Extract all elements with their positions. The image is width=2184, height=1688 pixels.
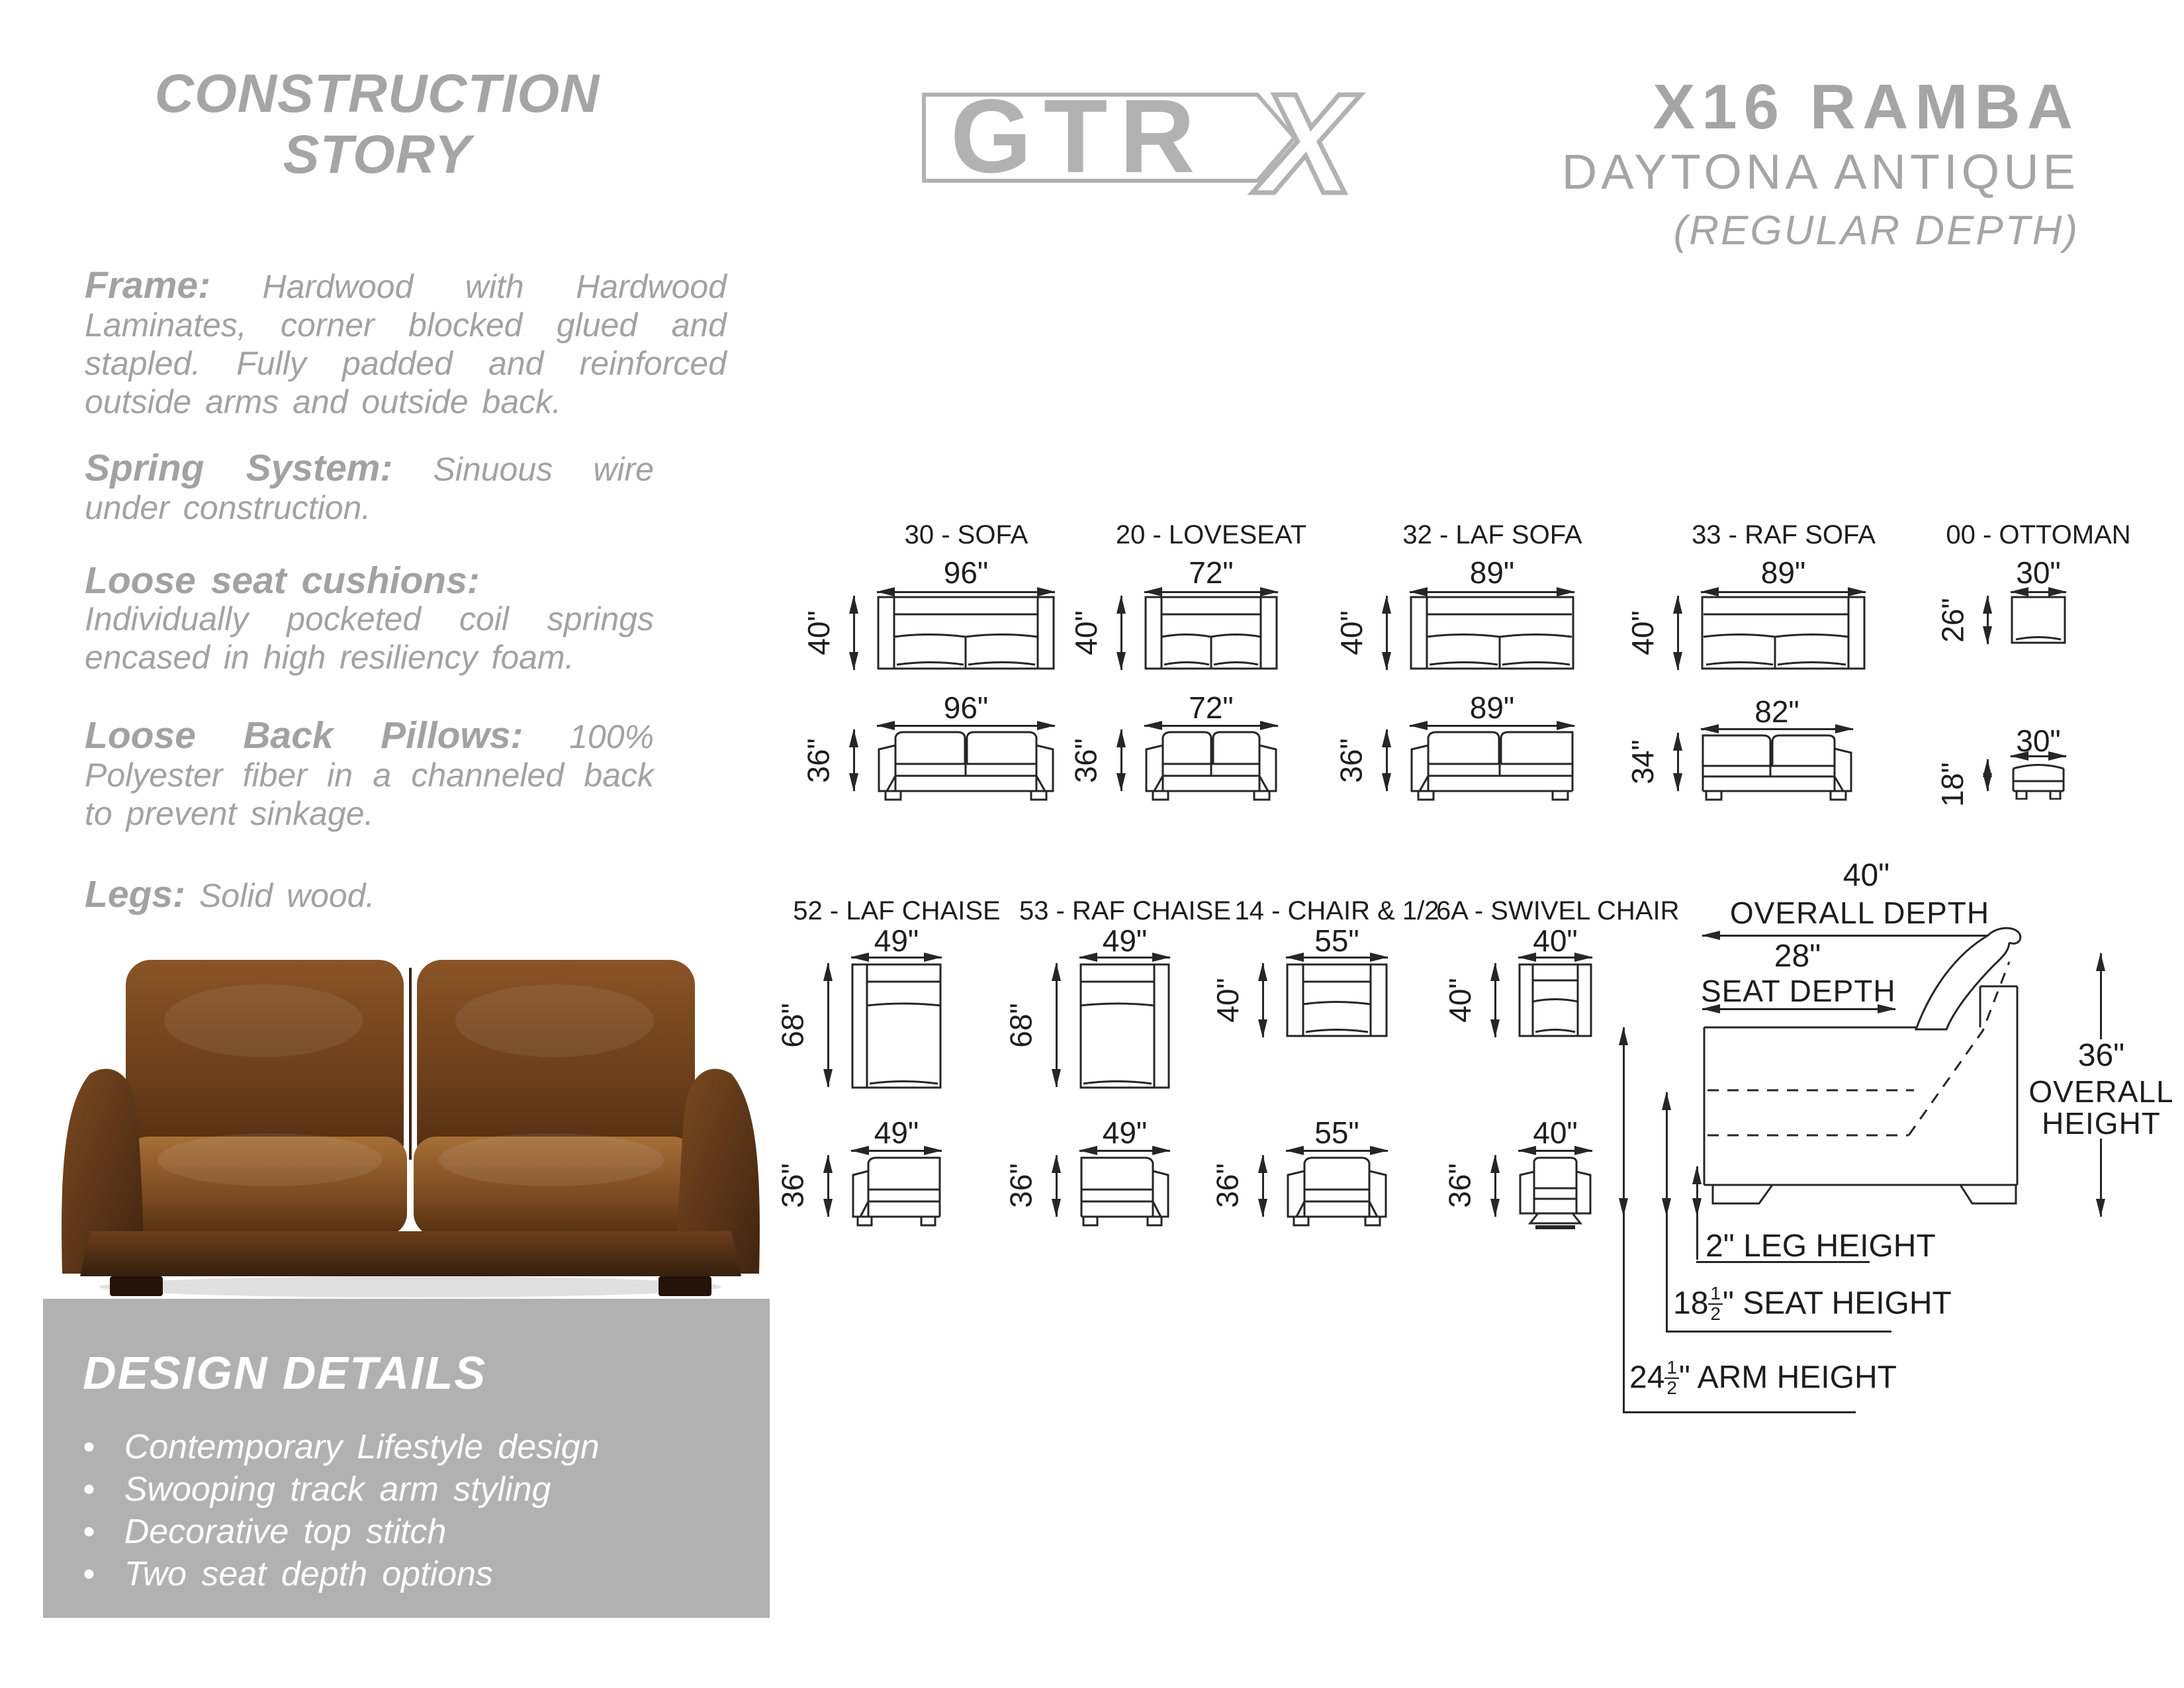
underline-seat-height [1666,1331,1891,1333]
label-52-laf-chaise: 52 - LAF CHAISE [793,896,1001,925]
label-seat-height [1673,1284,1952,1324]
dim-swivel-front-height: 36" [1442,1163,1477,1208]
dim-laf-sofa-top-width: 89" [1469,555,1515,590]
label-leg-height: 2" LEG HEIGHT [1706,1229,1936,1264]
construction-story-line2: STORY [283,124,472,185]
gtrx-logo-x: X [1259,71,1354,204]
seat-height-fraction [1708,1284,1722,1324]
laf-sofa-top-view-drawing [1410,596,1574,670]
dim-raf-sofa-front-height: 34" [1625,739,1660,784]
design-details-bullet: • Contemporary Lifestyle design [83,1426,770,1468]
label-30-sofa: 30 - SOFA [904,520,1028,549]
section-legs [85,875,727,915]
arm-height-whole: 24 [1629,1360,1665,1395]
dim-sofa-top-depth: 40" [801,610,836,655]
label-32-laf-sofa: 32 - LAF SOFA [1402,520,1582,549]
dim-chair-front-width: 55" [1314,1115,1359,1150]
construction-story-title [99,64,655,185]
chair-top-view-drawing [1286,963,1388,1037]
arrow-swivel-top-depth [1494,963,1496,1037]
dim-seat-depth-value: 28" [1774,939,1821,974]
section-legs-text: Solid wood. [199,877,375,914]
dim-sofa-top-width: 96" [943,555,989,590]
arrow-laf-chaise-front-height [827,1155,829,1217]
arrow-sofa-top-width [877,591,1055,593]
dim-loveseat-top-width: 72" [1189,555,1234,590]
gtrx-logo [920,71,1410,204]
arrow-loveseat-front-height [1120,729,1122,791]
line-arm-height [1623,1216,1625,1412]
arrow-sofa-front-height [853,729,855,791]
label-arm-height [1629,1358,1897,1398]
arrow-raf-chaise-front-height [1056,1155,1058,1217]
arrow-chair-front-height [1262,1155,1264,1217]
arrow-laf-chaise-top-width [851,957,942,959]
dim-laf-chaise-top-width: 49" [874,923,919,958]
dim-raf-sofa-top-width: 89" [1760,555,1806,590]
arrow-ottoman-front-height [1987,759,1989,791]
arrow-loveseat-top-width [1144,591,1278,593]
arrow-arm-height [1623,1027,1625,1216]
label-20-loveseat: 20 - LOVESEAT [1115,520,1307,549]
caption-overall-height-1: OVERALL [2028,1074,2174,1109]
seat-height-whole: 18 [1673,1286,1709,1321]
arm-height-fraction [1664,1358,1678,1398]
dim-laf-sofa-front-width: 89" [1469,690,1515,725]
product-depth-note: (REGULAR DEPTH) [1673,208,2079,254]
design-details-bullet: • Swooping track arm styling [83,1468,770,1511]
dim-sofa-front-height: 36" [801,738,836,783]
dim-swivel-top-depth: 40" [1443,978,1477,1023]
arrow-leg-height [1696,1166,1698,1216]
design-details-title: DESIGN DETAILS [83,1347,487,1399]
label-14-chair-and-half: 14 - CHAIR & 1/2 [1234,896,1439,925]
section-back-pillows [85,716,654,833]
section-seat-cushions [85,561,654,677]
arrow-laf-sofa-top-width [1410,591,1574,593]
section-legs-label: Legs: [85,873,186,915]
arrow-sofa-front-width [877,725,1055,727]
dim-laf-sofa-front-height: 36" [1334,738,1369,783]
loveseat-top-view-drawing [1144,596,1278,670]
dim-chair-top-depth: 40" [1210,978,1245,1023]
arrow-raf-sofa-top-depth [1677,596,1679,670]
arrow-raf-chaise-top-depth [1056,963,1058,1087]
sofa-photo [52,941,770,1299]
caption-overall-depth: OVERALL DEPTH [1729,896,1990,930]
dim-swivel-front-width: 40" [1533,1115,1578,1150]
arrow-laf-sofa-top-depth [1386,596,1388,670]
dim-laf-sofa-top-depth: 40" [1334,610,1369,655]
arrow-chair-top-width [1286,957,1388,959]
dim-sofa-front-width: 96" [943,690,989,725]
section-seat-cushions-text: Individually pocketed coil springs encased in high resiliency foam. [85,600,654,676]
dim-overall-height-value: 36" [2077,1038,2125,1073]
arrow-sofa-top-depth [853,596,855,670]
section-spring-system [85,449,654,527]
section-frame-label: Frame: [85,264,211,306]
dim-ottoman-top-width: 30" [2016,555,2061,590]
ottoman-top-view-drawing [2011,596,2066,644]
arrow-loveseat-top-depth [1120,596,1122,670]
raf-sofa-front-view-drawing [1701,733,1853,804]
product-model: X16 RAMBA [1653,71,2079,142]
arrow-chair-top-depth [1262,963,1264,1037]
dim-loveseat-front-height: 36" [1068,738,1103,783]
arrow-chair-front-width [1286,1150,1388,1152]
sofa-top-view-drawing [877,596,1055,670]
raf-chaise-front-view-drawing [1079,1155,1170,1229]
arrow-raf-sofa-top-width [1701,591,1866,593]
line-leg-height [1696,1216,1698,1260]
swivel-top-view-drawing [1518,963,1592,1037]
arrow-seat-height [1666,1092,1668,1216]
raf-sofa-top-view-drawing [1701,596,1866,670]
dim-ottoman-front-width: 30" [2016,724,2061,758]
raf-chaise-top-view-drawing [1079,963,1170,1089]
arrow-laf-sofa-front-height [1386,729,1388,791]
swivel-front-view-drawing [1518,1155,1592,1231]
arrow-ottoman-top-depth [1987,596,1989,644]
arrow-raf-chaise-front-width [1079,1150,1170,1152]
dim-loveseat-top-depth: 40" [1069,610,1103,655]
seat-height-denominator: 2 [1710,1303,1721,1324]
section-seat-cushions-label: Loose seat cushions: [85,559,480,602]
laf-chaise-front-view-drawing [851,1155,942,1229]
dim-chair-front-height: 36" [1210,1163,1245,1208]
arrow-raf-sofa-front-height [1677,733,1679,791]
arrow-laf-sofa-front-width [1410,725,1574,727]
arrow-laf-chaise-front-width [851,1150,942,1152]
dim-raf-chaise-top-depth: 68" [1003,1003,1038,1048]
arrow-overall-height-top [2100,953,2102,1039]
dim-chair-top-width: 55" [1314,923,1359,958]
arrow-laf-chaise-top-depth [827,963,829,1087]
section-spring-label: Spring System: [85,447,393,489]
ottoman-front-view-drawing [2011,759,2066,800]
underline-arm-height [1623,1411,1856,1413]
line-seat-height [1666,1216,1668,1331]
design-details-list [83,1426,770,1595]
dim-loveseat-front-width: 72" [1189,690,1234,725]
dim-laf-chaise-front-height: 36" [775,1163,810,1208]
dim-laf-chaise-top-depth: 68" [775,1003,810,1048]
arm-height-caption: " ARM HEIGHT [1678,1360,1897,1395]
arrow-ottoman-front-width [2011,755,2066,757]
loveseat-front-view-drawing [1144,729,1278,804]
section-frame-text: Hardwood with Hardwood Laminates, corner blocked glued and stapled. Fully padded and reinforced outside arms and outside back. [85,268,727,420]
product-finish: DAYTONA ANTIQUE [1561,144,2079,199]
construction-story-line1: CONSTRUCTION [154,64,600,124]
label-00-ottoman: 00 - OTTOMAN [1946,520,2131,549]
section-back-pillows-text: 100% Polyester fiber in a channeled back to prevent sinkage. [85,718,654,832]
seat-height-numerator: 1 [1708,1284,1722,1305]
label-33-raf-sofa: 33 - RAF SOFA [1692,520,1876,549]
design-details-bullet: • Decorative top stitch [83,1511,770,1553]
arm-height-denominator: 2 [1666,1377,1677,1398]
gtrx-logo-text: GTR [950,78,1207,195]
arrow-ottoman-top-width [2011,591,2066,593]
underline-leg-height [1696,1261,1870,1263]
dim-swivel-top-width: 40" [1533,923,1578,958]
arrow-raf-chaise-top-width [1079,957,1170,959]
section-spring-text: Sinuous wire under construction. [85,451,654,526]
caption-seat-depth: SEAT DEPTH [1701,974,1896,1008]
arrow-swivel-front-height [1494,1155,1496,1217]
section-frame [85,266,727,421]
dim-raf-chaise-top-width: 49" [1102,923,1148,958]
laf-chaise-top-view-drawing [851,963,942,1089]
arrow-swivel-front-width [1518,1150,1592,1152]
sofa-front-view-drawing [877,729,1055,804]
section-back-pillows-label: Loose Back Pillows: [85,714,523,757]
dim-ottoman-top-depth: 26" [1935,598,1970,643]
label-6a-swivel-chair: 6A - SWIVEL CHAIR [1436,896,1680,925]
chair-front-view-drawing [1286,1155,1388,1229]
arrow-swivel-top-width [1518,957,1592,959]
caption-overall-height-2: HEIGHT [2042,1106,2161,1141]
arrow-raf-sofa-front-width [1701,728,1853,730]
design-details-bullet: • Two seat depth options [83,1553,770,1595]
dim-overall-depth-value: 40" [1843,858,1890,893]
laf-sofa-front-view-drawing [1410,729,1574,804]
dim-raf-sofa-top-depth: 40" [1625,610,1660,655]
arm-height-numerator: 1 [1664,1358,1678,1379]
seat-height-caption: " SEAT HEIGHT [1722,1286,1952,1321]
dim-raf-chaise-front-width: 49" [1102,1115,1148,1150]
label-53-raf-chaise: 53 - RAF CHAISE [1019,896,1232,925]
sofa-side-view-drawing [1694,923,2025,1215]
dim-laf-chaise-front-width: 49" [874,1115,919,1150]
dim-ottoman-front-height: 18" [1935,762,1970,807]
product-title-block [1418,73,2079,259]
design-details-box [43,1299,770,1618]
dim-raf-chaise-front-height: 36" [1003,1163,1038,1208]
arrow-loveseat-front-width [1144,725,1278,727]
arrow-overall-height-bottom [2100,1139,2102,1217]
dim-raf-sofa-front-width: 82" [1754,694,1799,729]
